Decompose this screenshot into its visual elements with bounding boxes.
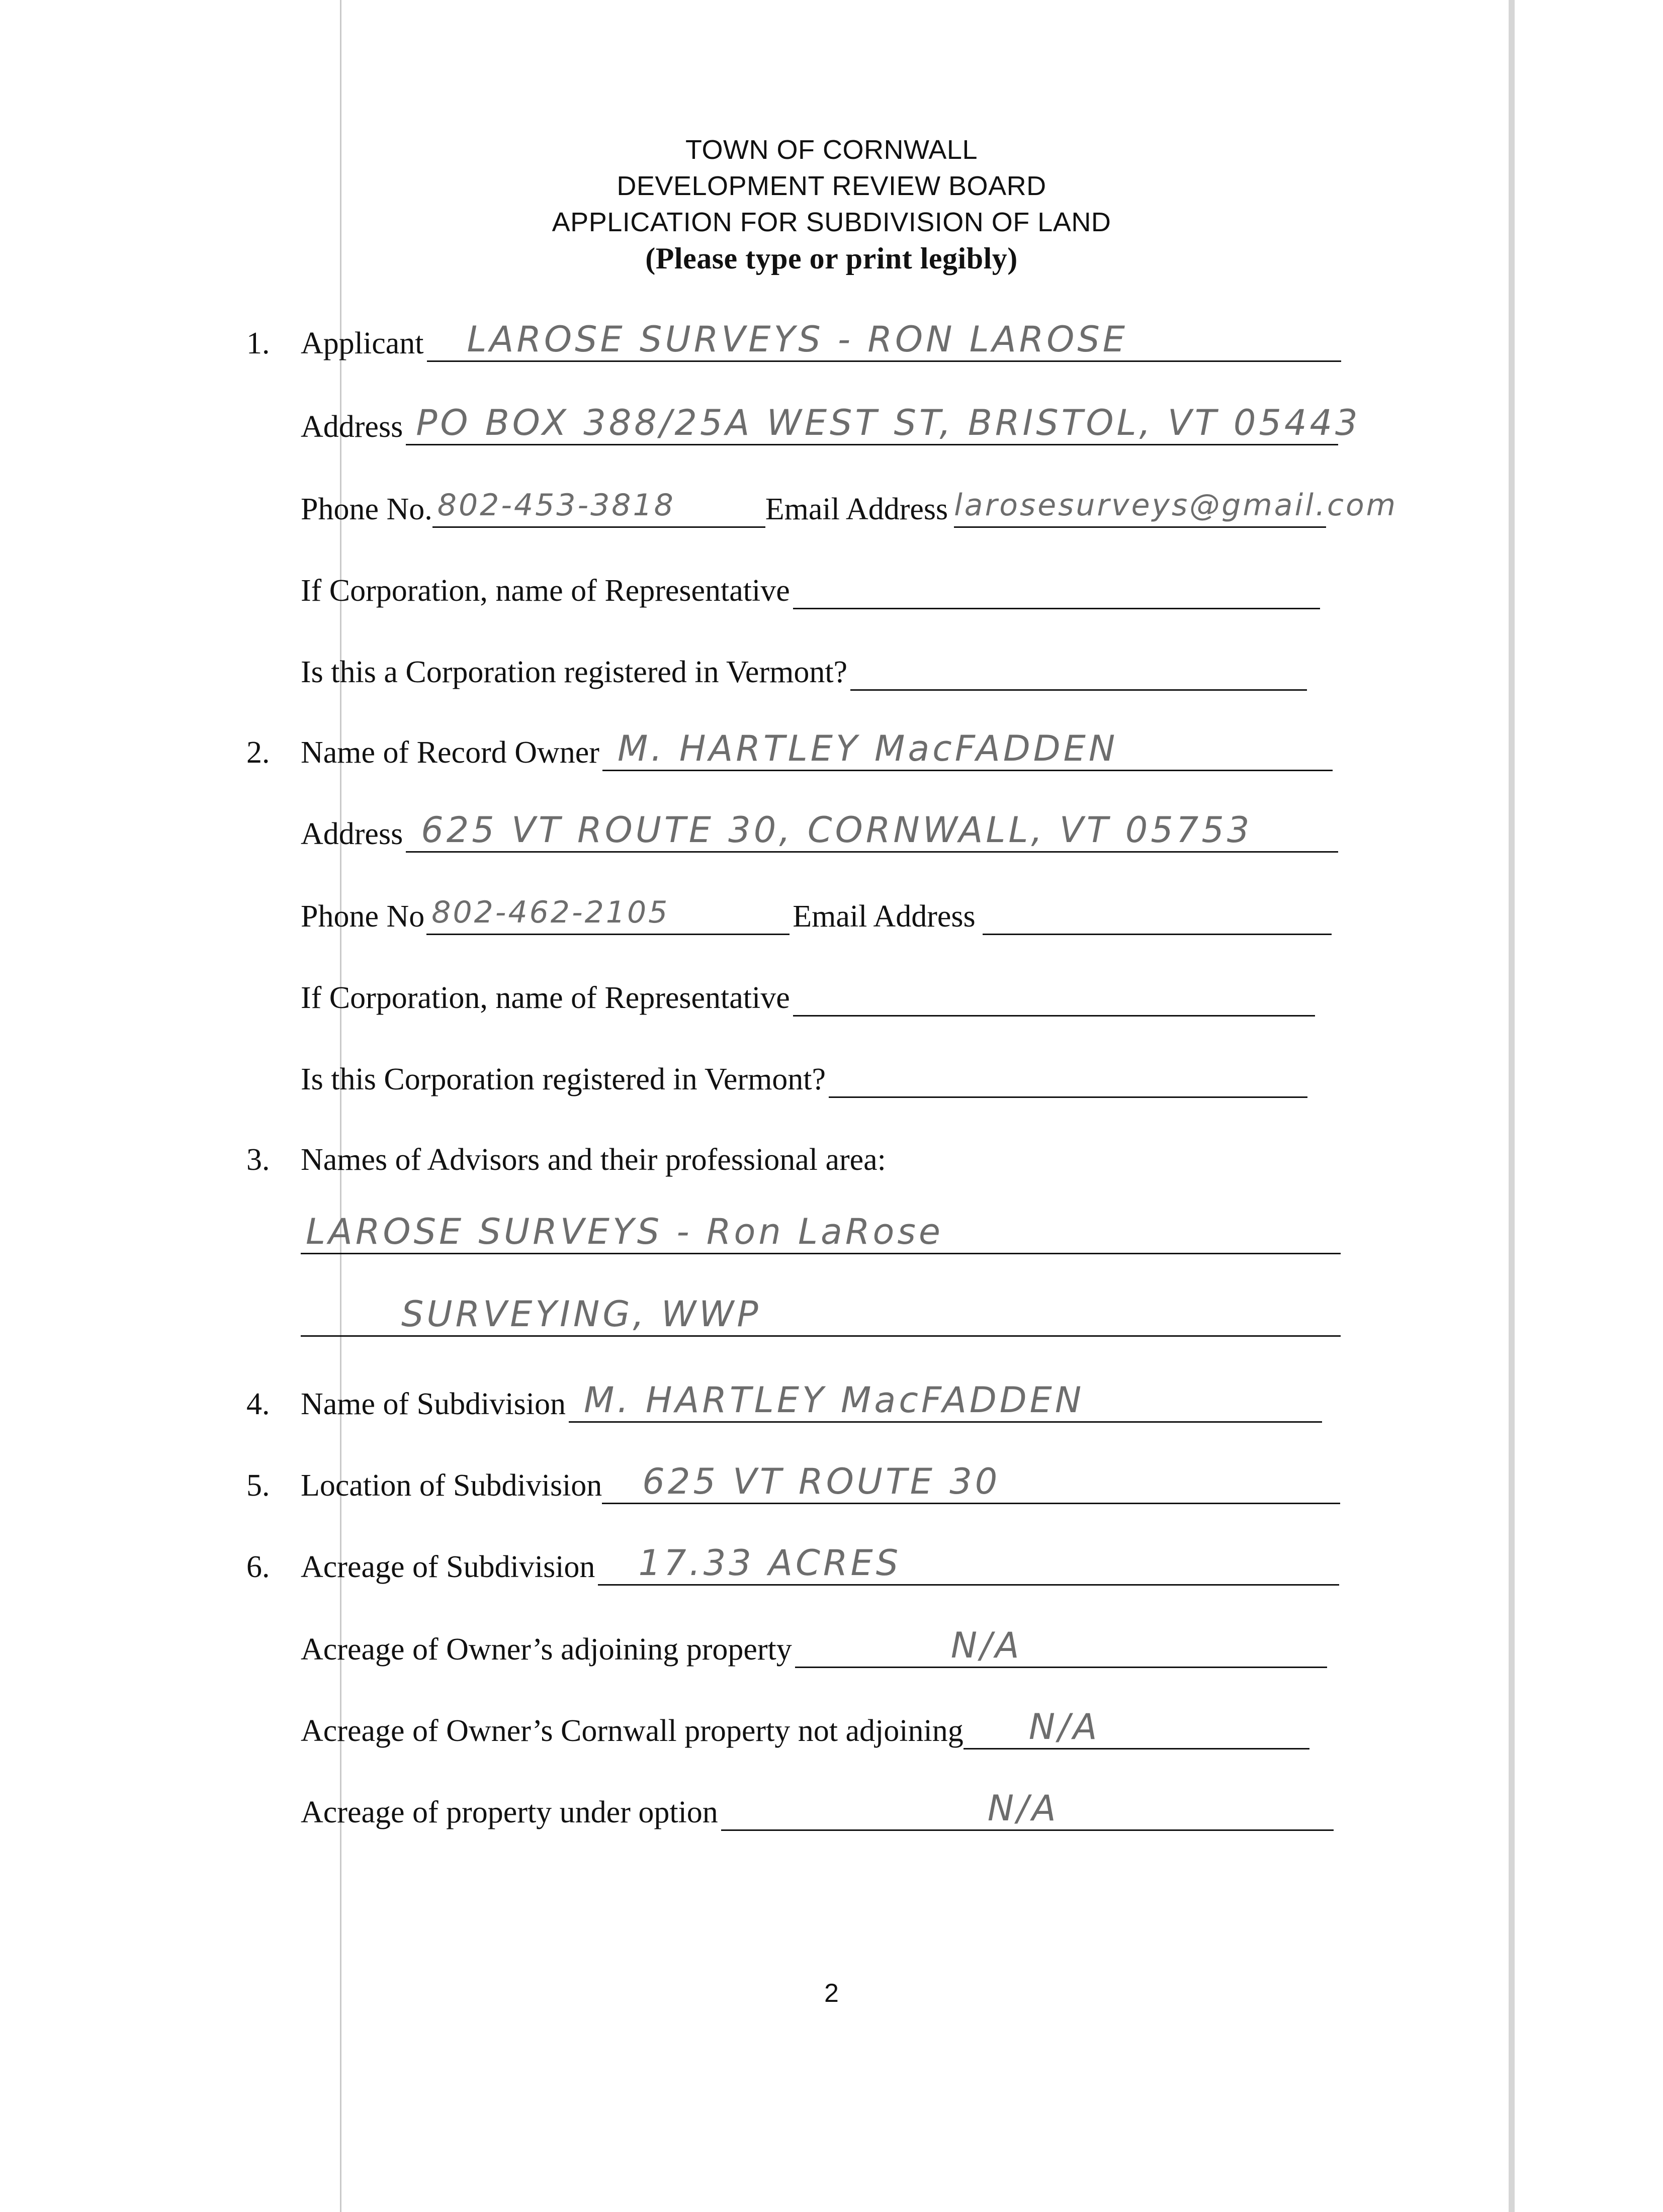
- applicant-registered-field[interactable]: [850, 659, 1307, 691]
- owner-rep-label: If Corporation, name of Representative: [301, 981, 790, 1015]
- item-number-2: 2.: [246, 735, 270, 770]
- applicant-address-label: Address: [301, 410, 403, 444]
- subdivision-location-row: [301, 1461, 1340, 1504]
- not-adjoining-acreage-label: Acreage of Owner’s Cornwall property not adjoining: [301, 1714, 964, 1748]
- subdivision-acreage-row: [301, 1542, 1339, 1586]
- not-adjoining-acreage-field[interactable]: [964, 1706, 1309, 1749]
- applicant-phone-label: Phone No.: [301, 492, 432, 526]
- owner-address-label: Address: [301, 817, 403, 851]
- advisors-line-1-field[interactable]: [301, 1211, 1341, 1254]
- owner-phone-field[interactable]: [426, 895, 790, 935]
- owner-address-value: 625 VT ROUTE 30, CORNWALL, VT 05753: [421, 809, 1253, 851]
- option-acreage-label: Acreage of property under option: [301, 1795, 718, 1829]
- advisors-label-row: [301, 1141, 886, 1178]
- applicant-rep-label: If Corporation, name of Representative: [301, 574, 790, 608]
- form-header-instruction: (Please type or print legibly): [645, 242, 1018, 275]
- scan-edge-line-right: [1509, 0, 1515, 2212]
- page-number: 2: [824, 1979, 839, 2008]
- advisors-line-2-value: SURVEYING, WWP: [401, 1294, 761, 1335]
- owner-email-label: Email Address: [793, 899, 976, 934]
- applicant-phone-field[interactable]: [432, 488, 765, 528]
- owner-address-row: [301, 809, 1338, 853]
- subdivision-location-value: 625 VT ROUTE 30: [642, 1461, 1001, 1502]
- adjoining-acreage-row: [301, 1625, 1327, 1668]
- owner-address-field[interactable]: [406, 809, 1338, 853]
- applicant-email-field[interactable]: [954, 488, 1398, 528]
- subdivision-location-label: Location of Subdivision: [301, 1468, 602, 1503]
- subdivision-name-row: [301, 1379, 1322, 1423]
- form-header-title: APPLICATION FOR SUBDIVISION OF LAND: [552, 207, 1111, 237]
- applicant-rep-field[interactable]: [793, 578, 1320, 609]
- advisors-line-1-row: [301, 1211, 1341, 1254]
- applicant-address-value: PO BOX 388/25A WEST ST, BRISTOL, VT 05443: [416, 402, 1361, 443]
- applicant-field[interactable]: [427, 319, 1341, 362]
- not-adjoining-acreage-value: N/A: [1028, 1706, 1100, 1747]
- advisors-line-2-row: [301, 1294, 1341, 1337]
- option-acreage-row: [301, 1788, 1334, 1831]
- subdivision-name-field[interactable]: [569, 1379, 1322, 1423]
- applicant-email-value: larosesurveys@gmail.com: [954, 488, 1398, 523]
- item-number-6: 6.: [246, 1550, 270, 1584]
- item-number-4: 4.: [246, 1387, 270, 1421]
- owner-phone-row: [301, 895, 1332, 935]
- owner-registered-field[interactable]: [829, 1066, 1307, 1098]
- applicant-registered-row: [301, 654, 1307, 691]
- owner-registered-row: [301, 1061, 1307, 1098]
- owner-registered-label: Is this Corporation registered in Vermont?: [301, 1062, 826, 1096]
- item-number-5: 5.: [246, 1468, 270, 1503]
- adjoining-acreage-value: N/A: [950, 1625, 1022, 1666]
- advisors-label: Names of Advisors and their professional area:: [301, 1143, 886, 1177]
- subdivision-acreage-label: Acreage of Subdivision: [301, 1550, 595, 1584]
- applicant-address-field[interactable]: [406, 402, 1361, 445]
- applicant-rep-row: [301, 572, 1320, 609]
- applicant-phone-value: 802-453-3818: [437, 488, 675, 523]
- owner-phone-label: Phone No: [301, 899, 425, 934]
- adjoining-acreage-field[interactable]: [795, 1625, 1327, 1668]
- subdivision-acreage-value: 17.33 ACRES: [638, 1542, 902, 1584]
- applicant-registered-label: Is this a Corporation registered in Vermont?: [301, 655, 848, 689]
- applicant-phone-row: [301, 488, 1398, 528]
- form-header-town: TOWN OF CORNWALL: [685, 135, 978, 165]
- form-header-board: DEVELOPMENT REVIEW BOARD: [617, 171, 1046, 201]
- option-acreage-field[interactable]: [721, 1788, 1334, 1831]
- subdivision-name-label: Name of Subdivision: [301, 1387, 566, 1421]
- owner-row: [301, 728, 1333, 771]
- not-adjoining-acreage-row: [301, 1706, 1309, 1749]
- owner-value: M. HARTLEY MacFADDEN: [617, 728, 1118, 769]
- subdivision-location-field[interactable]: [602, 1461, 1340, 1504]
- adjoining-acreage-label: Acreage of Owner’s adjoining property: [301, 1632, 792, 1667]
- applicant-row: [301, 319, 1341, 362]
- advisors-line-1-value: LAROSE SURVEYS - Ron LaRose: [306, 1211, 943, 1252]
- owner-rep-field[interactable]: [793, 985, 1315, 1017]
- advisors-line-2-field[interactable]: [301, 1294, 1341, 1337]
- item-number-1: 1.: [246, 326, 270, 360]
- applicant-label: Applicant: [301, 326, 424, 360]
- owner-label: Name of Record Owner: [301, 735, 599, 770]
- owner-phone-value: 802-462-2105: [431, 895, 670, 930]
- owner-field[interactable]: [602, 728, 1333, 771]
- subdivision-name-value: M. HARTLEY MacFADDEN: [583, 1379, 1085, 1421]
- owner-email-field[interactable]: [983, 903, 1332, 935]
- owner-rep-row: [301, 979, 1315, 1017]
- option-acreage-value: N/A: [987, 1788, 1059, 1829]
- applicant-value: LAROSE SURVEYS - RON LAROSE: [467, 319, 1128, 360]
- subdivision-acreage-field[interactable]: [598, 1542, 1339, 1586]
- applicant-email-label: Email Address: [765, 492, 948, 526]
- item-number-3: 3.: [246, 1143, 270, 1177]
- applicant-address-row: [301, 402, 1361, 445]
